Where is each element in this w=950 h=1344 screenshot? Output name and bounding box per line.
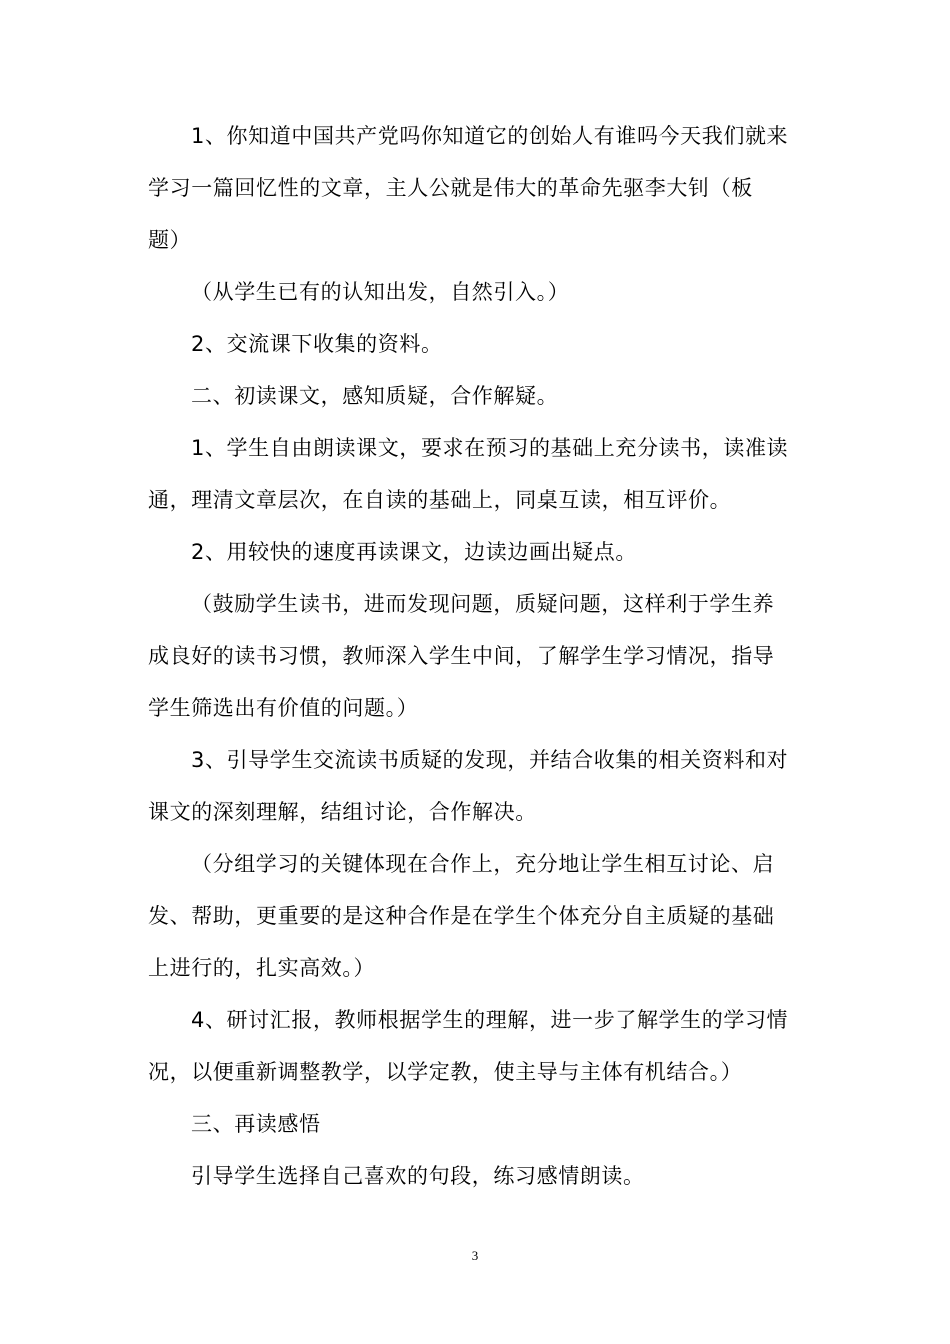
page-number: 3 [471, 1248, 479, 1263]
section-heading-3: 三、再读感悟 [191, 1112, 321, 1136]
paragraph-5-line-1: 1、学生自由朗读课文，要求在预习的基础上充分读书，读准读 [191, 436, 789, 460]
paragraph-1-line-1: 1、你知道中国共产党吗你知道它的创始人有谁吗今天我们就来 [191, 124, 789, 148]
paragraph-6-line-1: 2、用较快的速度再读课文，边读边画出疑点。 [191, 540, 637, 564]
paragraph-3-line-1: 2、交流课下收集的资料。 [191, 332, 443, 356]
paragraph-7-line-3: 学生筛选出有价值的问题。） [148, 696, 419, 720]
paragraph-9-line-2: 发、帮助，更重要的是这种合作是在学生个体充分自主质疑的基础 [148, 904, 775, 928]
paragraph-7-line-2: 成良好的读书习惯，教师深入学生中间，了解学生学习情况，指导 [148, 644, 775, 668]
paragraph-1-line-3: 题） [148, 228, 192, 252]
paragraph-8-line-2: 课文的深刻理解，结组讨论，合作解决。 [148, 800, 537, 824]
paragraph-10-line-2: 况，以便重新调整教学，以学定教，使主导与主体有机结合。） [148, 1060, 743, 1084]
paragraph-8-line-1: 3、引导学生交流读书质疑的发现，并结合收集的相关资料和对 [191, 748, 789, 772]
paragraph-9-line-1: （分组学习的关键体现在合作上，充分地让学生相互讨论、启 [191, 852, 775, 876]
paragraph-9-line-3: 上进行的，扎实高效。） [148, 956, 376, 980]
paragraph-2-line-1: （从学生已有的认知出发，自然引入。） [191, 280, 570, 304]
paragraph-12-line-1: 引导学生选择自己喜欢的句段，练习感情朗读。 [191, 1164, 645, 1188]
paragraph-10-line-1: 4、研讨汇报，教师根据学生的理解，进一步了解学生的学习情 [191, 1008, 789, 1032]
paragraph-7-line-1: （鼓励学生读书，进而发现问题，质疑问题，这样利于学生养 [191, 592, 775, 616]
paragraph-5-line-2: 通，理清文章层次，在自读的基础上，同桌互读，相互评价。 [148, 488, 732, 512]
paragraph-1-line-2: 学习一篇回忆性的文章，主人公就是伟大的革命先驱李大钊（板 [148, 176, 753, 200]
section-heading-2: 二、初读课文，感知质疑，合作解疑。 [191, 384, 559, 408]
